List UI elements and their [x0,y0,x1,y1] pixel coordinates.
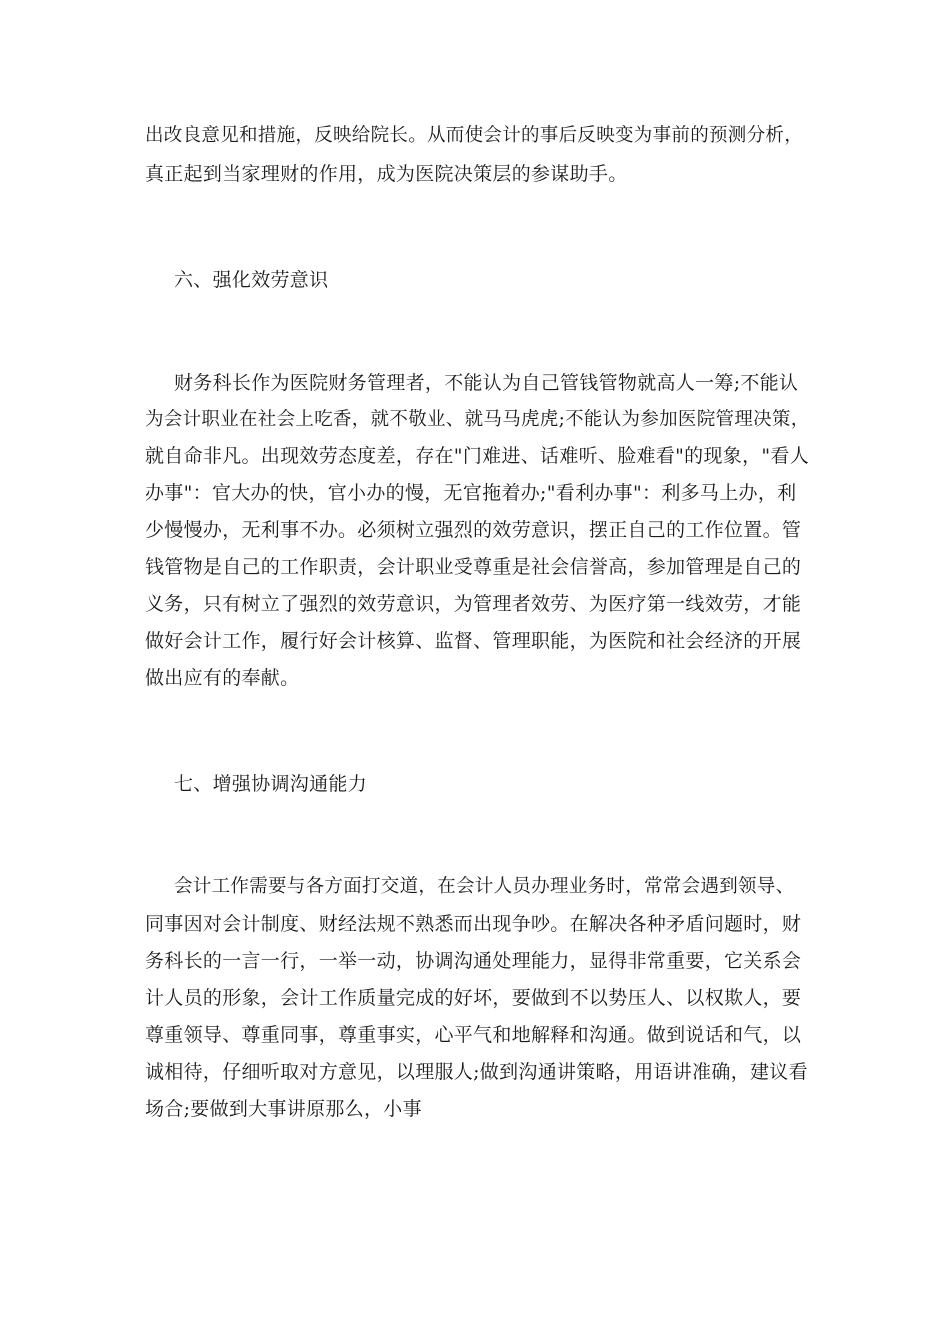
section-6-line-2: 为会计职业在社会上吃香，就不敬业、就马马虎虎;不能认为参加医院管理决策， [145,409,810,430]
section-7-line-7: 场合;要做到大事讲原那么，小事 [145,1098,422,1120]
section-6-line-6: 钱管物是自己的工作职责，会计职业受尊重是社会信誉高，参加管理是自己的 [145,556,802,578]
section-6-line-7: 义务，只有树立了强烈的效劳意识，为管理者效劳、为医疗第一线效劳，才能 [145,593,802,615]
section-7-line-6: 诚相待，仔细听取对方意见，以理服人;做到沟通讲策略，用语讲准确，建议看 [145,1061,808,1083]
section-7-line-1: 会计工作需要与各方面打交道，在会计人员办理业务时，常常会遇到领导、 [174,876,795,897]
section-6-line-1: 财务科长作为医院财务管理者，不能认为自己管钱管物就高人一筹;不能认 [174,372,799,394]
section-6-line-3: 就自命非凡。出现效劳态度差，存在"门难进、话难听、脸难看"的现象，"看人 [145,445,810,467]
section-6-line-8: 做好会计工作，履行好会计核算、监督、管理职能，为医院和社会经济的开展 [145,630,802,652]
section-7-line-5: 尊重领导、尊重同事，尊重事实，心平气和地解释和沟通。做到说话和气，以 [145,1024,802,1046]
section-7-heading: 七、增强协调沟通能力 [174,773,368,795]
section-6-line-4: 办事"：官大办的快，官小办的慢，无官拖着办;"看利办事"：利多马上办，利 [145,482,797,504]
intro-line-2: 真正起到当家理财的作用，成为医院决策层的参谋助手。 [145,163,628,185]
section-6-line-9: 做出应有的奉献。 [145,667,300,689]
section-7-line-3: 务科长的一言一行，一举一动，协调沟通处理能力，显得非常重要，它关系会 [145,950,802,972]
section-7-line-4: 计人员的形象，会计工作质量完成的好坏，要做到不以势压人、以权欺人，要 [145,987,802,1009]
intro-line-1: 出改良意见和措施，反映给院长。从而使会计的事后反映变为事前的预测分析， [145,125,804,146]
section-7-line-2: 同事因对会计制度、财经法规不熟悉而出现争吵。在解决各种矛盾问题时，财 [145,913,802,935]
section-6-heading: 六、强化效劳意识 [174,269,329,291]
section-6-line-5: 少慢慢办，无利事不办。必须树立强烈的效劳意识，摆正自己的工作位置。管 [145,519,802,541]
